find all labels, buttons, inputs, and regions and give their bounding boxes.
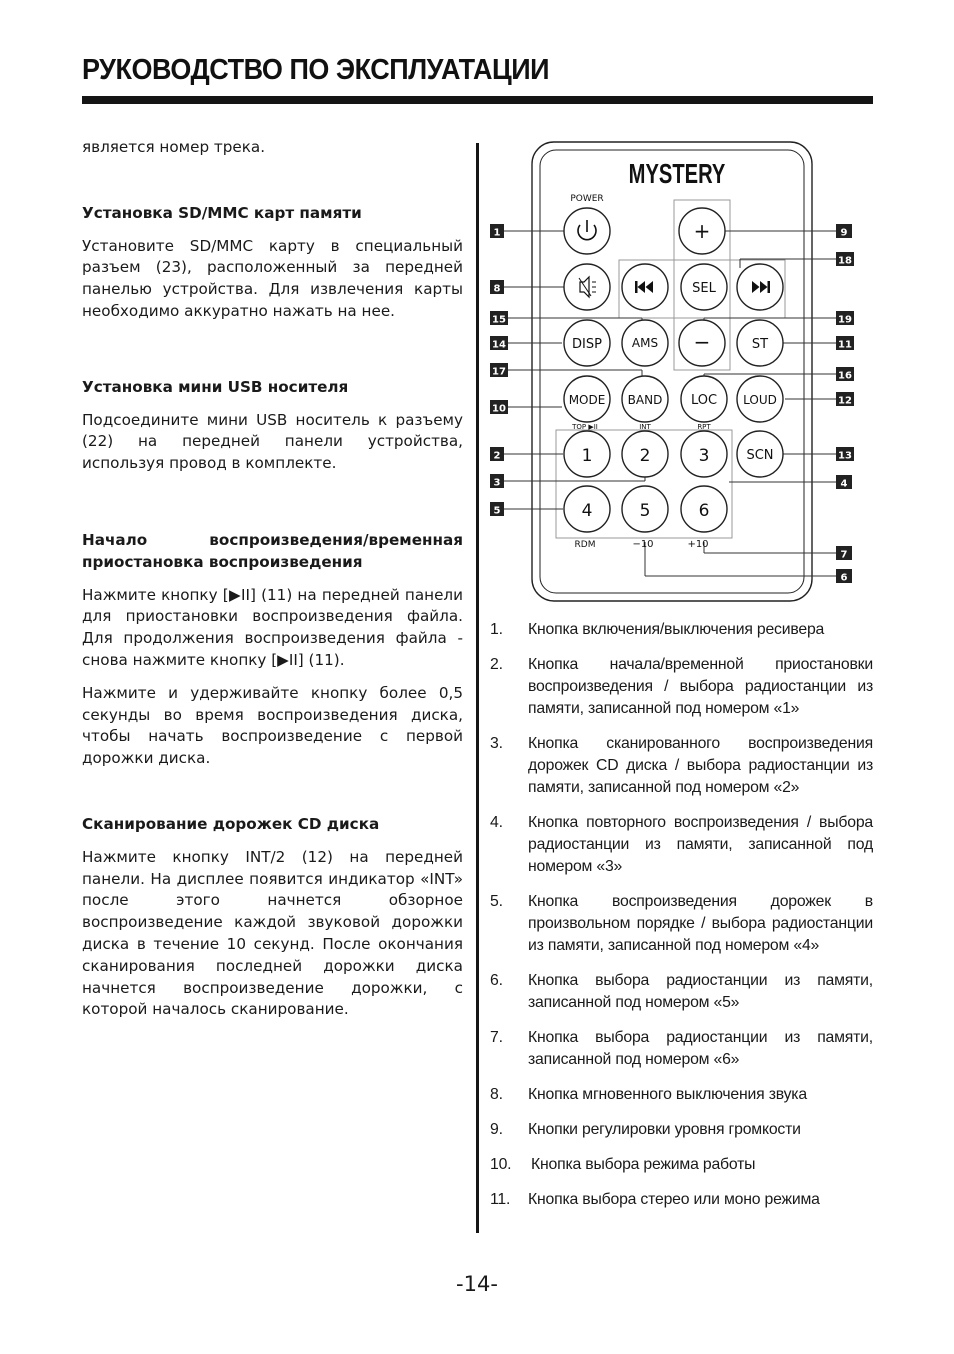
callout-3: 3 (493, 477, 501, 489)
remote-control-diagram (488, 138, 868, 608)
minus-label: − (693, 330, 711, 354)
num1-label: 1 (581, 446, 593, 466)
num5-label: 5 (639, 501, 651, 521)
callout-18: 18 (838, 255, 852, 267)
remote-body-outline (532, 142, 812, 601)
st-label: ST (751, 337, 769, 352)
section-text-play-2: Нажмите и удерживайте кнопку более 0,5 секунды во время воспроизведения диска, чтобы начать воспроизведение с первой дорожки диска. (82, 683, 463, 768)
intro-text: является номер трека. (82, 138, 266, 156)
int-caption: INT (639, 423, 651, 431)
disp-label: DISP (572, 337, 602, 352)
section-title-scan: Сканирование дорожек CD диска (82, 814, 380, 833)
section-text-scan: Нажмите кнопку INT/2 (12) на передней панели. На дисплее появится индикатор «INT» после этого начнется обзорное воспроизведение каждой звуковой дорожки диска в течение 10 секунд. После окончания сканирования последней дорожки диска начнется воспроизведение дорожки, с которой началось сканирование. (82, 847, 463, 1019)
power-caption: POWER (570, 194, 604, 204)
list-item: 11. Кнопка выбора стерео или моно режима (490, 1191, 820, 1208)
column-divider (476, 143, 479, 1233)
num4-label: 4 (581, 501, 593, 521)
callout-7: 7 (840, 549, 848, 561)
mute-button[interactable] (564, 264, 610, 310)
section-title-usb: Установка мини USB носителя (82, 377, 349, 396)
callout-lines (504, 231, 836, 576)
callouts-left (490, 224, 508, 517)
list-item: 4. Кнопка повторного воспроизведения / выбора радиостанции из памяти, записанной под номером «3» (490, 814, 873, 875)
sel-label: SEL (692, 281, 716, 296)
callout-16: 16 (838, 370, 852, 382)
callout-10: 10 (492, 403, 506, 415)
list-item: 3. Кнопка сканированного воспроизведения дорожек CD диска / выбора радиостанции из памяти, записанной под номером «2» (490, 735, 873, 796)
callout-19: 19 (838, 314, 852, 326)
list-item: 7. Кнопка выбора радиостанции из памяти, записанной под номером «6» (490, 1029, 873, 1068)
callout-9: 9 (840, 227, 848, 239)
section-text-usb: Подсоедините мини USB носитель к разъему (22) на передней панели устройства, используя провод в комплекте. (82, 410, 463, 473)
button-legend-list (490, 619, 873, 1211)
list-item: 1. Кнопка включения/выключения ресивера (490, 621, 825, 638)
callout-6: 6 (840, 572, 848, 584)
callout-2: 2 (493, 450, 501, 462)
minus10-caption: −10 (632, 539, 654, 550)
callout-8: 8 (493, 283, 501, 295)
band-label: BAND (627, 393, 663, 407)
loud-label: LOUD (743, 393, 777, 407)
page-number: -14- (456, 1272, 498, 1296)
section-text-play-1: Нажмите кнопку [▶II] (11) на передней панели для приостановки воспроизведения файла. Для продолжения воспроизведения файла - снова нажмите кнопку [▶II] (11). (82, 585, 463, 669)
section-text-sd: Установите SD/MMC карту в специальный разъем (23), расположенный за передней панелью устройства. Для извлечения карты необходимо аккуратно нажать на нее. (82, 236, 463, 320)
list-item: 8. Кнопка мгновенного выключения звука (490, 1086, 807, 1103)
callout-5: 5 (493, 505, 501, 517)
section-title-play: Начало воспроизведения/временная приостановка воспроизведения (82, 530, 463, 571)
callout-12: 12 (838, 395, 852, 407)
callout-4: 4 (840, 478, 848, 490)
list-item: 2. Кнопка начала/временной приостановки воспроизведения / выбора радиостанции из памяти, записанной под номером «1» (490, 656, 873, 717)
header-rule (82, 96, 873, 104)
scn-label: SCN (746, 448, 774, 463)
callout-13: 13 (838, 450, 852, 462)
callouts-right (836, 224, 854, 584)
rdm-caption: RDM (574, 540, 596, 550)
callout-14: 14 (492, 339, 506, 351)
list-item: 9. Кнопки регулировки уровня громкости (490, 1121, 801, 1138)
list-item: 6. Кнопка выбора радиостанции из памяти, записанной под номером «5» (490, 972, 873, 1011)
callout-1: 1 (493, 227, 501, 239)
num6-label: 6 (698, 501, 710, 521)
mode-label: MODE (568, 393, 606, 407)
callout-17: 17 (492, 366, 506, 378)
left-column (82, 137, 463, 1021)
plus10-caption: +10 (687, 539, 709, 550)
callout-15: 15 (492, 314, 506, 326)
remote-brand: MYSTERY (628, 158, 726, 190)
loc-label: LOC (690, 393, 718, 408)
rpt-caption: RPT (697, 423, 711, 431)
num3-label: 3 (698, 446, 710, 466)
plus-label: + (693, 219, 711, 243)
page-header-title: РУКОВОДСТВО ПО ЭКСПЛУАТАЦИИ (82, 54, 550, 86)
ams-label: AMS (631, 336, 659, 350)
list-item: 10. Кнопка выбора режима работы (490, 1156, 756, 1173)
callout-11: 11 (838, 339, 852, 351)
section-title-sd: Установка SD/MMC карт памяти (82, 203, 362, 222)
top-play-caption: TOP ▶II (572, 423, 598, 431)
list-item: 5. Кнопка воспроизведения дорожек в произвольном порядке / выбора радиостанции из памяти, записанной под номером «4» (490, 893, 873, 954)
num2-label: 2 (639, 446, 651, 466)
